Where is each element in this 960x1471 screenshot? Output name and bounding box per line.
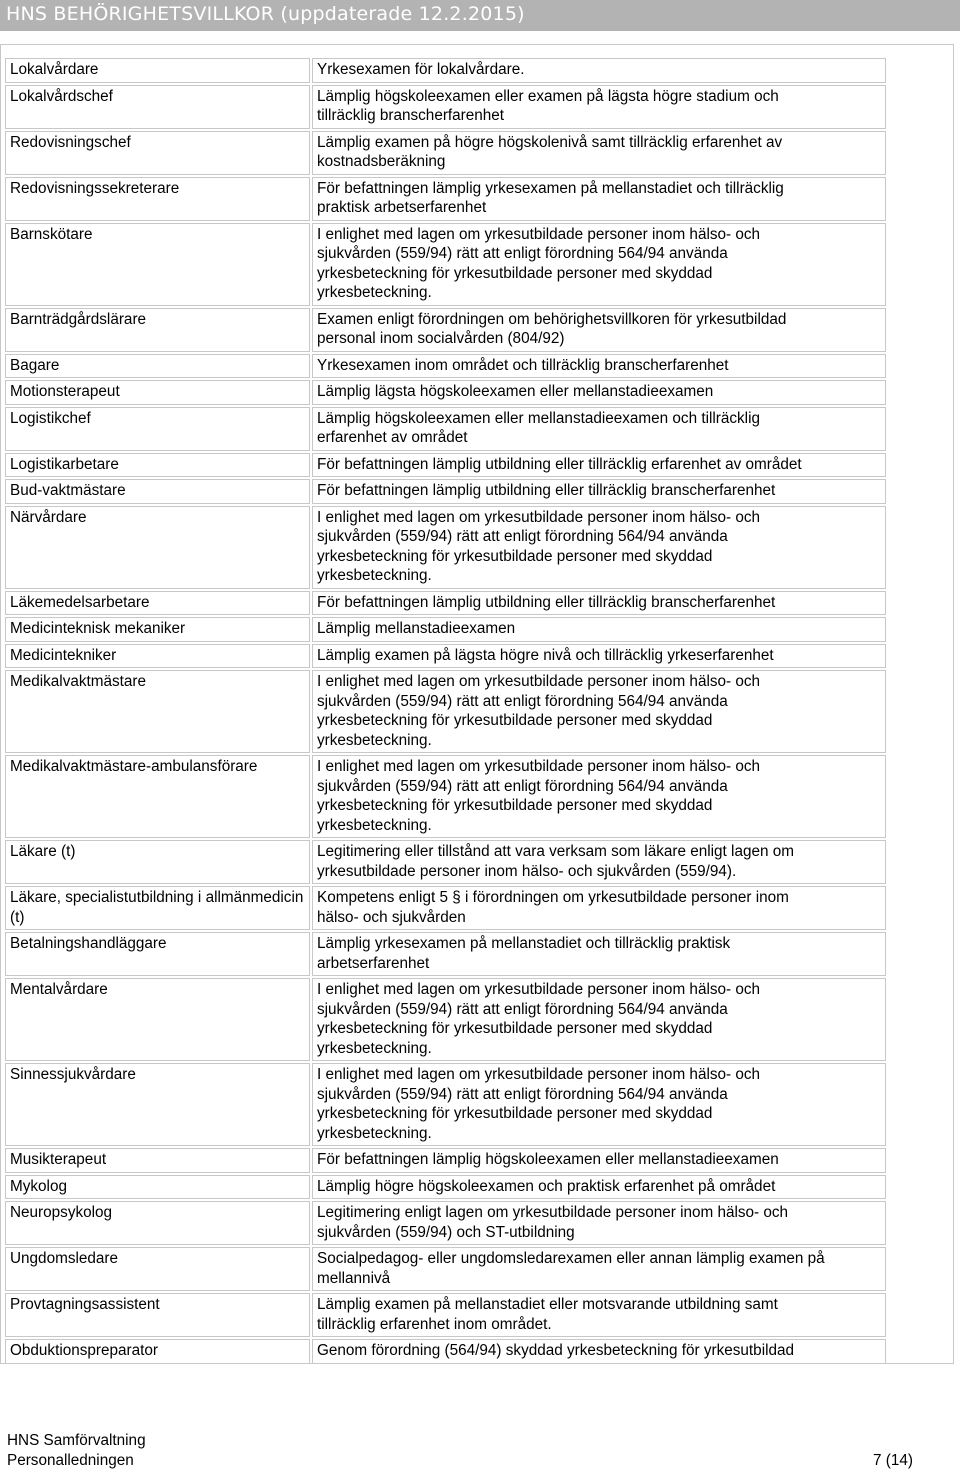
- table-row: [5, 1339, 886, 1364]
- requirement-line: Lämplig examen på högre högskolenivå samt tillräcklig erfarenhet av: [317, 133, 783, 151]
- requirement-line: yrkesbeteckning för yrkesutbildade personer med skyddad: [317, 264, 713, 282]
- footer-dept: Personalledningen: [7, 1451, 134, 1469]
- table-row: [5, 479, 886, 504]
- table-row: [5, 1063, 886, 1146]
- table-row: [5, 177, 886, 221]
- table-row: [5, 453, 886, 478]
- requirement-line: tillräcklig erfarenhet inom området.: [317, 1315, 552, 1333]
- table-row: [5, 407, 886, 451]
- footer-org: HNS Samförvaltning: [7, 1432, 146, 1449]
- job-title-cell: Logistikchef: [5, 407, 310, 451]
- job-title-cell: Medikalvaktmästare-ambulansförare: [5, 755, 310, 838]
- requirement-line: sjukvården (559/94) rätt att enligt förordning 564/94 använda: [317, 1000, 728, 1018]
- job-title-cell: Redovisningssekreterare: [5, 177, 310, 221]
- table-row: [5, 670, 886, 753]
- qualifications-table: [3, 56, 888, 1366]
- requirement-line: Yrkesexamen inom området och tillräcklig branscherfarenhet: [317, 356, 729, 374]
- job-title-cell: Barnskötare: [5, 223, 310, 306]
- job-title-cell: Medikalvaktmästare: [5, 670, 310, 753]
- job-title-cell: Provtagningsassistent: [5, 1293, 310, 1337]
- table-row: [5, 1247, 886, 1291]
- table-row: [5, 354, 886, 379]
- requirement-line: Lämplig högre högskoleexamen och praktisk erfarenhet på området: [317, 1177, 776, 1195]
- requirement-line: personal inom socialvården (804/92): [317, 330, 565, 347]
- requirement-cell: [312, 978, 886, 1061]
- requirement-cell: [312, 755, 886, 838]
- requirement-line: Lämplig examen på lägsta högre nivå och tillräcklig yrkeserfarenhet: [317, 646, 774, 664]
- requirement-line: mellannivå: [317, 1269, 391, 1287]
- job-title-cell: Obduktionspreparator: [5, 1339, 310, 1364]
- qualifications-table-body: [5, 58, 886, 1364]
- requirement-line: Lämplig högskoleexamen eller examen på lägsta högre stadium och: [317, 87, 779, 105]
- requirement-cell: [312, 1293, 886, 1337]
- job-title-cell: Motionsterapeut: [5, 380, 310, 405]
- table-row: [5, 131, 886, 175]
- requirement-line: Examen enligt förordningen om behörighetsvillkoren för yrkesutbildad: [317, 310, 787, 328]
- requirement-line: Kompetens enligt 5 § i förordningen om yrkesutbildade personer inom: [317, 889, 789, 906]
- requirement-cell: [312, 354, 886, 379]
- job-title-cell: Närvårdare: [5, 506, 310, 589]
- requirement-line: För befattningen lämplig utbildning eller tillräcklig branscherfarenhet: [317, 482, 776, 499]
- requirement-line: yrkesbeteckning.: [317, 816, 432, 834]
- job-title-cell: Lokalvårdare: [5, 58, 310, 83]
- requirement-cell: [312, 840, 886, 884]
- requirement-cell: [312, 1201, 886, 1245]
- requirement-line: sjukvården (559/94) rätt att enligt förordning 564/94 använda: [317, 1085, 728, 1103]
- requirement-line: praktisk arbetserfarenhet: [317, 199, 487, 216]
- job-title-cell: Sinnessjukvårdare: [5, 1063, 310, 1146]
- job-title-cell: Mykolog: [5, 1175, 310, 1200]
- requirement-line: För befattningen lämplig utbildning eller tillräcklig branscherfarenhet: [317, 593, 776, 611]
- table-row: [5, 932, 886, 976]
- job-title-cell: Bud-vaktmästare: [5, 479, 310, 504]
- table-row: [5, 978, 886, 1061]
- document-header: [0, 0, 960, 31]
- table-row: [5, 591, 886, 616]
- requirement-cell: [312, 1148, 886, 1173]
- requirement-cell: [312, 670, 886, 753]
- requirement-line: Yrkesexamen för lokalvårdare.: [317, 61, 525, 78]
- requirement-line: sjukvården (559/94) rätt att enligt förordning 564/94 använda: [317, 692, 728, 710]
- requirement-line: yrkesbeteckning för yrkesutbildade personer med skyddad: [317, 547, 713, 565]
- job-title-cell: Neuropsykolog: [5, 1201, 310, 1245]
- requirement-line: I enlighet med lagen om yrkesutbildade personer inom hälso- och: [317, 673, 761, 690]
- requirement-line: kostnadsberäkning: [317, 153, 446, 170]
- requirement-line: yrkesbeteckning.: [317, 731, 432, 749]
- requirement-cell: [312, 223, 886, 306]
- job-title-cell: Mentalvårdare: [5, 978, 310, 1061]
- requirement-line: sjukvården (559/94) rätt att enligt förordning 564/94 använda: [317, 245, 728, 262]
- table-row: [5, 1148, 886, 1173]
- requirement-line: yrkesbeteckning.: [317, 1039, 432, 1057]
- table-row: [5, 755, 886, 838]
- requirement-cell: [312, 1339, 886, 1364]
- requirement-line: Lämplig högskoleexamen eller mellanstadieexamen och tillräcklig: [317, 409, 760, 427]
- requirement-cell: [312, 886, 886, 930]
- table-row: [5, 380, 886, 405]
- requirement-line: yrkesbeteckning.: [317, 284, 432, 301]
- requirement-line: yrkesbeteckning för yrkesutbildade personer med skyddad: [317, 1020, 713, 1037]
- requirement-cell: [312, 591, 886, 616]
- page-number: 7 (14): [873, 1452, 913, 1469]
- table-row: [5, 1293, 886, 1337]
- job-title-cell: Medicinteknisk mekaniker: [5, 617, 310, 642]
- requirement-cell: [312, 479, 886, 504]
- job-title-cell: Lokalvårdschef: [5, 85, 310, 129]
- requirement-line: Lämplig yrkesexamen på mellanstadiet och tillräcklig praktisk: [317, 935, 731, 952]
- requirement-line: Lämplig lägsta högskoleexamen eller mellanstadieexamen: [317, 383, 714, 400]
- table-row: [5, 1201, 886, 1245]
- requirement-line: Genom förordning (564/94) skyddad yrkesbeteckning för yrkesutbildad: [317, 1342, 795, 1359]
- requirement-cell: [312, 308, 886, 352]
- job-title-cell: Redovisningschef: [5, 131, 310, 175]
- table-row: [5, 1175, 886, 1200]
- requirement-line: I enlighet med lagen om yrkesutbildade personer inom hälso- och: [317, 508, 761, 526]
- table-row: [5, 308, 886, 352]
- requirement-line: Lämplig mellanstadieexamen: [317, 620, 516, 637]
- requirement-cell: [312, 1063, 886, 1146]
- requirement-line: För befattningen lämplig högskoleexamen eller mellanstadieexamen: [317, 1151, 779, 1168]
- requirement-cell: [312, 506, 886, 589]
- table-row: [5, 85, 886, 129]
- table-row: [5, 58, 886, 83]
- table-row: [5, 506, 886, 589]
- requirement-line: I enlighet med lagen om yrkesutbildade personer inom hälso- och: [317, 1066, 761, 1083]
- job-title-cell: Barnträdgårdslärare: [5, 308, 310, 352]
- requirement-line: sjukvården (559/94) rätt att enligt förordning 564/94 använda: [317, 528, 728, 545]
- requirement-line: Lämplig examen på mellanstadiet eller motsvarande utbildning samt: [317, 1296, 778, 1313]
- requirement-cell: [312, 1175, 886, 1200]
- requirement-cell: [312, 85, 886, 129]
- requirement-line: hälso- och sjukvården: [317, 908, 466, 926]
- requirement-cell: [312, 380, 886, 405]
- requirement-line: yrkesbeteckning.: [317, 1124, 432, 1142]
- requirement-line: arbetserfarenhet: [317, 954, 430, 972]
- requirement-cell: [312, 177, 886, 221]
- requirement-cell: [312, 617, 886, 642]
- table-row: [5, 617, 886, 642]
- requirement-line: sjukvården (559/94) och ST-utbildning: [317, 1223, 575, 1241]
- requirement-line: För befattningen lämplig yrkesexamen på mellanstadiet och tillräcklig: [317, 179, 784, 197]
- requirement-line: yrkesbeteckning för yrkesutbildade personer med skyddad: [317, 1105, 713, 1122]
- footer: [7, 1431, 146, 1470]
- requirement-line: sjukvården (559/94) rätt att enligt förordning 564/94 använda: [317, 777, 728, 795]
- requirement-line: Socialpedagog- eller ungdomsledarexamen eller annan lämplig examen på: [317, 1250, 825, 1267]
- requirement-line: I enlighet med lagen om yrkesutbildade personer inom hälso- och: [317, 981, 761, 998]
- table-row: [5, 223, 886, 306]
- requirement-line: yrkesutbildade personer inom hälso- och sjukvården (559/94).: [317, 862, 737, 880]
- requirement-cell: [312, 644, 886, 669]
- job-title-cell: Logistikarbetare: [5, 453, 310, 478]
- requirement-cell: [312, 453, 886, 478]
- requirement-line: I enlighet med lagen om yrkesutbildade personer inom hälso- och: [317, 225, 761, 243]
- job-title-cell: Musikterapeut: [5, 1148, 310, 1173]
- requirement-line: yrkesbeteckning för yrkesutbildade personer med skyddad: [317, 712, 713, 729]
- table-row: [5, 840, 886, 884]
- requirement-line: Legitimering enligt lagen om yrkesutbildade personer inom hälso- och: [317, 1204, 789, 1221]
- requirement-line: erfarenhet av området: [317, 429, 468, 446]
- requirement-line: Legitimering eller tillstånd att vara verksam som läkare enligt lagen om: [317, 843, 794, 860]
- job-title-cell: Läkare (t): [5, 840, 310, 884]
- job-title-cell: Läkare, specialistutbildning i allmänmedicin (t): [5, 886, 310, 930]
- requirement-cell: [312, 1247, 886, 1291]
- requirement-cell: [312, 131, 886, 175]
- requirement-line: yrkesbeteckning.: [317, 567, 432, 584]
- requirement-line: I enlighet med lagen om yrkesutbildade personer inom hälso- och: [317, 758, 761, 775]
- requirement-line: tillräcklig branscherfarenhet: [317, 107, 505, 124]
- requirement-cell: [312, 932, 886, 976]
- requirement-cell: [312, 58, 886, 83]
- table-row: [5, 886, 886, 930]
- job-title-cell: Ungdomsledare: [5, 1247, 310, 1291]
- job-title-cell: Bagare: [5, 354, 310, 379]
- job-title-cell: Betalningshandläggare: [5, 932, 310, 976]
- requirement-line: yrkesbeteckning för yrkesutbildade personer med skyddad: [317, 797, 713, 814]
- job-title-cell: Medicintekniker: [5, 644, 310, 669]
- document-title: HNS BEHÖRIGHETSVILLKOR (uppdaterade 12.2.2015): [6, 3, 525, 25]
- requirement-cell: [312, 407, 886, 451]
- table-row: [5, 644, 886, 669]
- requirement-line: För befattningen lämplig utbildning eller tillräcklig erfarenhet av området: [317, 455, 802, 473]
- job-title-cell: Läkemedelsarbetare: [5, 591, 310, 616]
